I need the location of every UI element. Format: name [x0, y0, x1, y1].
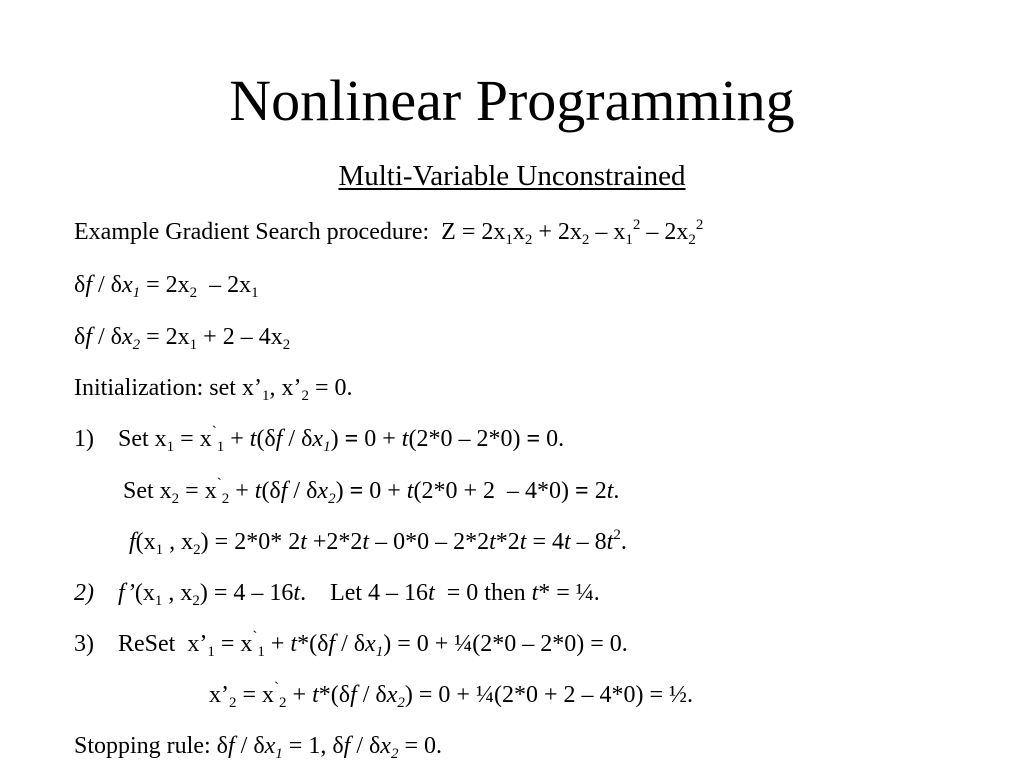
- line-stopping-rule: Stopping rule: $\delta f / \delta x_1 = 1$, $\delta f / \delta x_2 = 0$.: [74, 733, 442, 762]
- line-partial-x1: $\delta f / \delta x_1 = 2x_2 - 2x_1$: [74, 272, 259, 301]
- slide-subtitle: [0, 158, 1024, 194]
- line-partial-x2: $\delta f / \delta x_2 = 2x_1 + 2 - 4x_2$: [74, 324, 291, 353]
- line-initialization: Initialization: set $x’_1$, $x’_2 = 0$.: [74, 375, 353, 404]
- slide-title: Nonlinear Programming: [229, 68, 795, 133]
- line-step1-x2: Set $x_2 = x^`_2 + t(\delta f / \delta x_2) = 0 + t(2*0 + 2 - 4*0) = 2t$.: [123, 476, 620, 507]
- line-example-objective: Example Gradient Search procedure: $Z = 2x_1x_2 + 2x_2 - x_1^2 - 2x_2^2$: [74, 217, 704, 248]
- line-step3-x1: 3) ReSet $x’_1 = x^`_1 + t*(\delta f / \delta x_1) = 0$ + ¼(2*0 – 2*0) = 0.: [74, 629, 628, 660]
- line-step2: 2) $f’(x_1$ , $x_2) = 4 - 16t$. Let 4 – 16t = 0 then t* = ¼.: [74, 580, 600, 609]
- line-step3-x2: $x’_2 = x^`_2 + t*(\delta f / \delta x_2) = 0$ + ¼(2*0 + 2 – 4*0) = ½.: [209, 680, 694, 711]
- line-step1-f: $f(x_1$ , $x_2) = 2*0*$ $2t +2*2t - 0*0 - 2*2t*2t = 4t - 8t^2$.: [129, 527, 627, 558]
- subtitle-text: Multi-Variable Unconstrained: [338, 160, 686, 192]
- line-step1-x1: 1) Set $x_1 = x^`_1 + t(\delta f / \delta x_1) = 0 + t(2*0 - 2*0) = 0$.: [74, 424, 565, 455]
